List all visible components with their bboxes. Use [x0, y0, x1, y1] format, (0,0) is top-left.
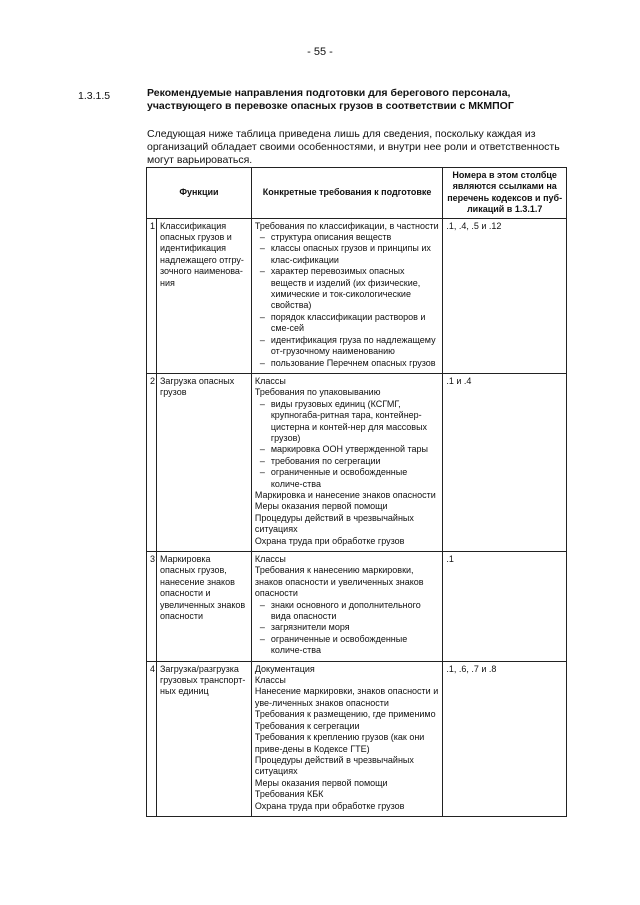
row-number: 2 — [147, 373, 157, 551]
requirement-item: Классы — [254, 375, 286, 386]
row-function: Классификация опасных грузов и идентификация надлежащего отгру-зочного наименова-ния — [156, 218, 251, 373]
requirement-bullet-item: – классы опасных грузов и принципы их клас-сификации — [255, 243, 439, 266]
header-requirements: Конкретные требования к подготовке — [251, 168, 442, 219]
row-function: Маркировка опасных грузов, нанесение знаков опасности и увеличенных знаков опасности — [156, 552, 251, 662]
header-refs: Номера в этом столбце являются ссылками на перечень кодексов и пуб-ликаций в 1.3.1.7 — [443, 168, 567, 219]
table-row — [147, 373, 567, 551]
row-requirements — [251, 218, 442, 373]
requirement-bullet-item: – порядок классификации растворов и сме-сей — [255, 312, 439, 335]
row-references: .1 — [443, 552, 567, 662]
row-number: 4 — [147, 661, 157, 816]
header-functions: Функции — [147, 168, 252, 219]
requirement-item: Требования к нанесению маркировки, знаков опасности и увеличенных знаков опасности — [254, 565, 424, 599]
requirement-item: Требования к креплению грузов (как они приве-дены в Кодексе ГТЕ) — [254, 732, 425, 754]
requirement-item: Меры оказания первой помощи — [254, 501, 388, 512]
requirement-bullet-item: – знаки основного и дополнительного вида опасности — [255, 600, 439, 623]
row-requirements — [251, 373, 442, 551]
requirement-item: Требования по упаковыванию — [254, 387, 381, 398]
requirement-bullet-item: – загрязнители моря — [255, 622, 439, 633]
requirement-item: Нанесение маркировки, знаков опасности и уве-личенных знаков опасности — [254, 686, 439, 708]
row-references: .1, .6, .7 и .8 — [443, 661, 567, 816]
requirement-item: Процедуры действий в чрезвычайных ситуациях — [254, 512, 414, 535]
table-row — [147, 552, 567, 662]
requirement-item: Меры оказания первой помощи — [254, 777, 388, 788]
requirement-bullet-item: – требования по сегрегации — [255, 456, 439, 467]
row-number: 1 — [147, 218, 157, 373]
requirement-item: Классы — [254, 554, 286, 564]
section-number: 1.3.1.5 — [78, 90, 111, 102]
requirement-bullet-item: – ограниченные и освобожденные количе-ства — [255, 634, 439, 657]
table-row — [147, 661, 567, 816]
row-function: Загрузка/разгрузка грузовых транспорт-ных единиц — [156, 661, 251, 816]
row-requirements — [251, 552, 442, 662]
requirement-bullet-item: – пользование Перечнем опасных грузов — [255, 358, 439, 369]
table-row — [147, 218, 567, 373]
requirement-bullet-item: – структура описания веществ — [255, 232, 439, 243]
requirement-item: Требования по классификации, в частности — [254, 220, 439, 231]
intro-paragraph: Следующая ниже таблица приведена лишь для сведения, поскольку каждая из организаций обладает своими особенностями, и внутри нее роли и ответственность могут варьироваться. — [147, 128, 560, 166]
requirement-bullet-item: – характер перевозимых опасных веществ и изделий (их физические, химические и ток-сикологические свойства) — [255, 266, 439, 312]
requirement-bullet-item: – ограниченные и освобожденные количе-ства — [255, 467, 439, 490]
requirement-item: Требования к сегрегации — [254, 720, 360, 731]
requirement-item: Охрана труда при обработке грузов — [254, 800, 405, 811]
requirement-item: Охрана труда при обработке грузов — [254, 535, 405, 546]
row-references: .1, .4, .5 и .12 — [443, 218, 567, 373]
requirement-item: Требования к размещению, где применимо — [254, 709, 436, 720]
requirement-item: Маркировка и нанесение знаков опасности — [254, 489, 436, 500]
requirement-bullet-item: – маркировка ООН утвержденной тары — [255, 444, 439, 455]
page-number: - 55 - — [307, 46, 333, 58]
row-references: .1 и .4 — [443, 373, 567, 551]
table-header-row — [147, 168, 567, 219]
requirement-bullet-item: – виды грузовых единиц (КСГМГ, крупногаба-ритная тара, контейнер-цистерна и контей-нер для массовых грузов) — [255, 399, 439, 445]
requirement-item: Процедуры действий в чрезвычайных ситуациях — [254, 754, 414, 777]
requirement-bullet-item: – идентификация груза по надлежащему от-грузочному наименованию — [255, 335, 439, 358]
row-requirements — [251, 661, 442, 816]
requirement-item: Требования КБК — [254, 789, 324, 800]
requirement-item: Классы — [254, 675, 286, 686]
row-function: Загрузка опасных грузов — [156, 373, 251, 551]
section-title: Рекомендуемые направления подготовки для берегового персонала, участвующего в перевозке опасных грузов в соответствии с МКМПОГ — [147, 87, 514, 112]
row-number: 3 — [147, 552, 157, 662]
training-requirements-table — [146, 167, 567, 817]
requirement-item: Документация — [254, 663, 315, 674]
